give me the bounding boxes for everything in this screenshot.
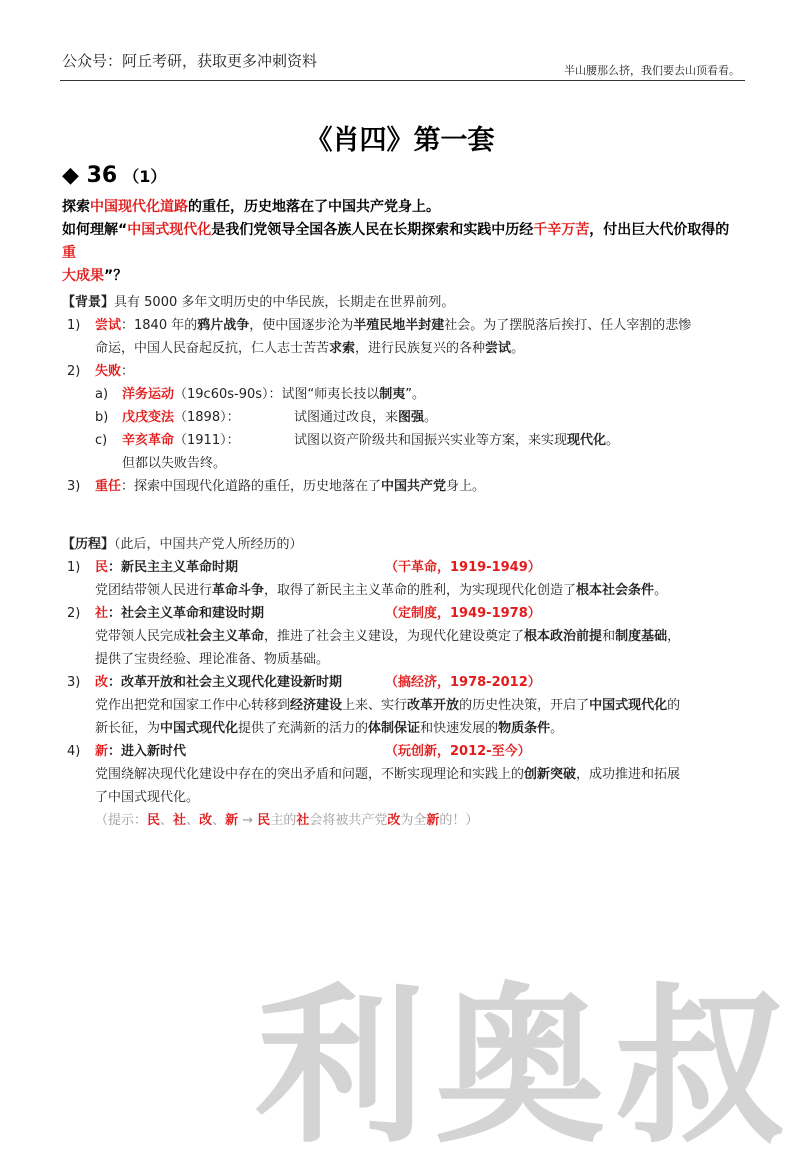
list-item [62, 475, 752, 498]
text: 党带领人民完成 [95, 629, 187, 644]
bold-text: 创新突破 [524, 767, 577, 782]
q-text: 探索 [62, 199, 90, 215]
arrow-icon: → [238, 813, 258, 828]
bold-text: 现代化 [567, 433, 607, 448]
history-item-body [62, 786, 752, 809]
q-text: 如何理解“ [62, 222, 128, 238]
bold-text: 社会主义革命 [186, 629, 265, 644]
history-item-header [62, 602, 752, 625]
hint-key: 新 [426, 813, 440, 828]
item-number: 2) [67, 364, 81, 379]
text: 。 [550, 721, 564, 736]
item-title: ：进入新时代 [108, 744, 187, 759]
q-text: 的重任，历史地落在了中国共产党身上。 [188, 199, 440, 215]
hint-text: 主的 [270, 813, 297, 828]
bold-text: 半殖民地半封建 [353, 318, 445, 333]
hint-key: 社 [173, 813, 187, 828]
background-intro [62, 291, 752, 314]
question-text [62, 196, 742, 288]
item-era: （玩创新，2012-至今） [385, 744, 531, 759]
bold-text: 中国共产党 [381, 479, 447, 494]
bold-text: 根本社会条件 [576, 583, 655, 598]
sub-period: （1911）： [174, 433, 240, 448]
q-text: ”？ [104, 268, 128, 284]
sub-number: c) [95, 433, 108, 448]
text: ，推进了社会主义建设，为现代化建设奠定了 [264, 629, 525, 644]
history-item-body [62, 648, 752, 671]
hint-key: 新 [225, 813, 239, 828]
bold-text: 尝试 [485, 341, 512, 356]
sub-conclusion [62, 452, 752, 475]
item-era: （干革命，1919-1949） [385, 560, 541, 575]
text: ：1840 年的 [121, 318, 198, 333]
item-era: （搞经济，1978-2012） [385, 675, 541, 690]
bold-text: 制度基础 [615, 629, 668, 644]
history-item-body [62, 625, 752, 648]
sub-item [62, 429, 752, 452]
item-key: 失败 [95, 364, 122, 379]
history-item-header [62, 740, 752, 763]
page-title: 《肖四》第一套 [305, 125, 495, 156]
text: 的历史性决策，开启了 [459, 698, 590, 713]
text: 身上。 [446, 479, 486, 494]
hint-text: 、 [186, 813, 200, 828]
history-item-body [62, 694, 752, 717]
item-number: 1) [67, 560, 81, 575]
q-highlight: 千辛万苦 [533, 222, 590, 238]
sub-item [62, 383, 752, 406]
text: 党作出把党和国家工作中心转移到 [95, 698, 291, 713]
diamond-bullet-icon: ◆ [62, 163, 79, 188]
hint-text: 、 [212, 813, 226, 828]
section-label: 【背景】 [62, 295, 115, 310]
item-key: 尝试 [95, 318, 122, 333]
q-text: ，付出巨大代价取得的 [589, 222, 730, 238]
text: ： [121, 364, 135, 379]
history-item-body [62, 717, 752, 740]
hint-text: 的！） [439, 813, 479, 828]
item-title: ：改革开放和社会主义现代化建设新时期 [108, 675, 343, 690]
bold-text: 图强 [398, 410, 425, 425]
header-right-slogan: 半山腰那么挤，我们要去山顶看看。 [564, 64, 740, 77]
text: 。 [511, 341, 525, 356]
text: 上来、实行 [342, 698, 408, 713]
item-number: 1) [67, 318, 81, 333]
q-highlight: 重 [62, 245, 76, 261]
item-key: 民 [95, 560, 109, 575]
hint-key: 民 [257, 813, 271, 828]
history-item-body [62, 763, 752, 786]
sub-number: a) [95, 387, 109, 402]
item-era: （定制度，1949-1978） [385, 606, 541, 621]
bold-text: 中国式现代化 [160, 721, 239, 736]
text: 提供了宝贵经验、理论准备、物质基础。 [95, 652, 330, 667]
q-highlight: 中国现代化道路 [90, 199, 188, 215]
text: 命运，中国人民奋起反抗，仁人志士苦苦 [95, 341, 330, 356]
q-text: 是我们党领导全国各族人民在长期探索和实践中历经 [211, 222, 534, 238]
watermark: 利奥叔 [255, 967, 796, 1167]
text: 和快速发展的 [420, 721, 499, 736]
list-item [62, 314, 752, 337]
item-key: 改 [95, 675, 109, 690]
item-key: 重任 [95, 479, 122, 494]
item-number: 3) [67, 675, 81, 690]
text: ，成功推进和拓展 [576, 767, 681, 782]
item-number: 4) [67, 744, 81, 759]
text: 社会。为了摆脱落后挨打、任人宰割的悲惨 [444, 318, 692, 333]
bold-text: 制夷 [379, 387, 406, 402]
text: 。 [424, 410, 438, 425]
q-highlight: 大成果 [62, 268, 104, 284]
text: ，使中国逐步沦为 [249, 318, 354, 333]
sub-item [62, 406, 752, 429]
item-key: 社 [95, 606, 109, 621]
text: 了中国式现代化。 [95, 790, 200, 805]
bold-text: 根本政治前提 [524, 629, 603, 644]
bold-text: 求索 [329, 341, 356, 356]
text: ，进行民族复兴的各种 [355, 341, 486, 356]
history-section [62, 533, 752, 832]
sub-name: 洋务运动 [122, 387, 175, 402]
bold-text: 体制保证 [368, 721, 421, 736]
hint-key: 改 [199, 813, 213, 828]
text: ”。 [405, 387, 426, 402]
text: ：探索中国现代化道路的重任，历史地落在了 [121, 479, 382, 494]
hint-text: 、 [160, 813, 174, 828]
bold-text: 改革开放 [407, 698, 460, 713]
text: 和 [602, 629, 616, 644]
sub-number: b) [95, 410, 109, 425]
text: 试图以资产阶级共和国振兴实业等方案，来实现 [294, 433, 568, 448]
header-left-text: 公众号：阿丘考研，获取更多冲刺资料 [62, 52, 318, 70]
hint-text: （提示： [95, 813, 148, 828]
header-divider [60, 80, 745, 81]
text: ，取得了新民主主义革命的胜利，为实现现代化创造了 [264, 583, 577, 598]
list-item-cont [62, 337, 752, 360]
bold-text: 经济建设 [290, 698, 343, 713]
bold-text: 物质条件 [498, 721, 551, 736]
text: 。 [654, 583, 668, 598]
section-label: 【历程】 [62, 537, 115, 552]
intro-text: 具有 5000 多年文明历史的中华民族，长期走在世界前列。 [114, 295, 455, 310]
intro-text: （此后，中国共产党人所经历的） [114, 537, 303, 552]
text: 试图“师夷长技以 [281, 387, 380, 402]
question-number [62, 163, 166, 188]
sub-period: （1898）： [174, 410, 240, 425]
hint-key: 民 [147, 813, 161, 828]
question-number-value: 36 [86, 163, 118, 188]
hint-text: 为全 [400, 813, 427, 828]
sub-name: 戊戌变法 [122, 410, 175, 425]
bold-text: 革命斗争 [212, 583, 265, 598]
history-intro [62, 533, 752, 556]
question-sub: （1） [123, 167, 167, 186]
text: 党团结带领人民进行 [95, 583, 213, 598]
item-key: 新 [95, 744, 109, 759]
list-item [62, 360, 752, 383]
item-number: 3) [67, 479, 81, 494]
sub-name: 辛亥革命 [122, 433, 175, 448]
text: 党围绕解决现代化建设中存在的突出矛盾和问题，不断实现理论和实践上的 [95, 767, 525, 782]
text: 试图通过改良，来 [294, 410, 399, 425]
sub-period: （19c60s-90s）： [174, 387, 282, 402]
text: ， [667, 629, 681, 644]
item-title: ：社会主义革命和建设时期 [108, 606, 265, 621]
hint-key: 改 [387, 813, 401, 828]
text: 提供了充满新的活力的 [238, 721, 369, 736]
history-item-header [62, 671, 752, 694]
history-item-body [62, 579, 752, 602]
history-item-header [62, 556, 752, 579]
hint-key: 社 [296, 813, 310, 828]
item-number: 2) [67, 606, 81, 621]
bold-text: 中国式现代化 [589, 698, 668, 713]
mnemonic-hint [62, 809, 752, 832]
hint-text: 会将被共产党 [309, 813, 388, 828]
item-title: ：新民主主义革命时期 [108, 560, 239, 575]
text: 的 [667, 698, 681, 713]
text: 。 [606, 433, 620, 448]
background-section [62, 291, 752, 498]
bold-text: 鸦片战争 [197, 318, 250, 333]
q-highlight: 中国式现代化 [127, 222, 212, 238]
text: 新长征，为 [95, 721, 161, 736]
text: 但都以失败告终。 [122, 456, 227, 471]
